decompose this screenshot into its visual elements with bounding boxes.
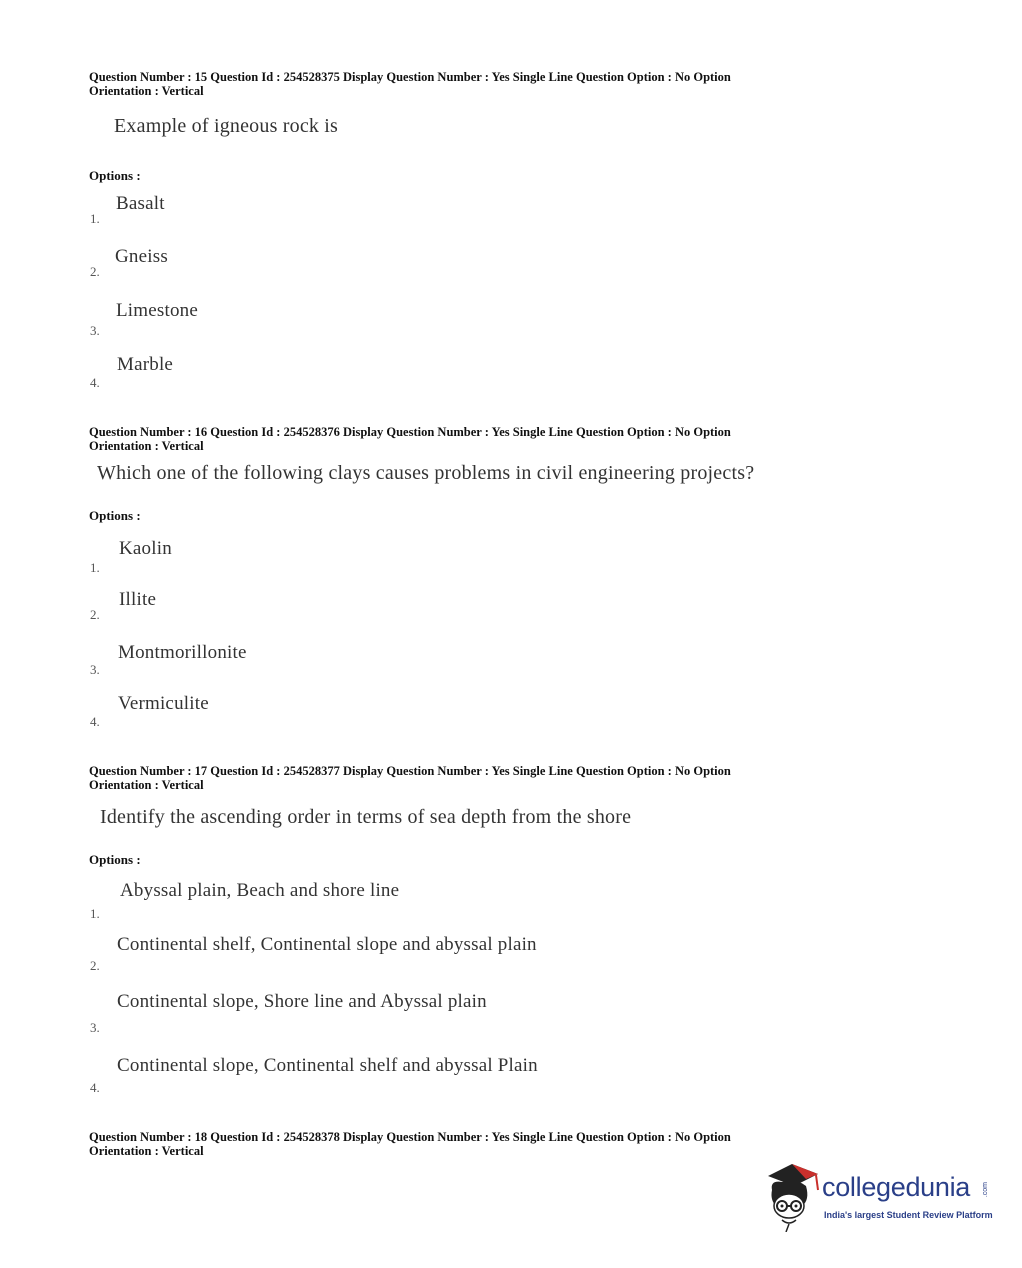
question-17-text: Identify the ascending order in terms of sea depth from the shore xyxy=(100,806,632,828)
question-meta-line: Orientation : Vertical xyxy=(89,778,204,792)
question-17-meta xyxy=(89,764,869,792)
option-text: Continental slope, Continental shelf and abyssal Plain xyxy=(117,1055,538,1076)
option-number: 2. xyxy=(90,958,100,973)
options-label: Options : xyxy=(89,852,141,867)
option-number: 4. xyxy=(90,375,100,390)
question-meta-line: Orientation : Vertical xyxy=(89,1144,204,1158)
question-15-text: Example of igneous rock is xyxy=(114,115,339,137)
option-text: Vermiculite xyxy=(118,693,209,714)
option-number: 4. xyxy=(90,714,100,729)
question-15-meta xyxy=(89,70,869,98)
question-meta-line: Question Number : 15 Question Id : 254528375 Display Question Number : Yes Single Line Question Option : No Option xyxy=(89,70,731,84)
option-text: Montmorillonite xyxy=(118,642,247,663)
option-text: Basalt xyxy=(116,193,165,214)
logo-wordmark: collegedunia xyxy=(822,1172,971,1202)
question-18-meta xyxy=(89,1130,869,1158)
option-number: 4. xyxy=(90,1080,100,1095)
option-text: Kaolin xyxy=(119,538,172,559)
collegedunia-logo[interactable] xyxy=(762,1160,992,1232)
question-meta-line: Question Number : 18 Question Id : 254528378 Display Question Number : Yes Single Line Question Option : No Option xyxy=(89,1130,731,1144)
option-text: Illite xyxy=(119,589,157,610)
option-text: Abyssal plain, Beach and shore line xyxy=(120,880,400,901)
option-number: 1. xyxy=(90,211,100,226)
question-16-meta xyxy=(89,425,869,453)
option-number: 1. xyxy=(90,560,100,575)
options-label: Options : xyxy=(89,168,141,183)
question-meta-line: Orientation : Vertical xyxy=(89,84,204,98)
option-number: 2. xyxy=(90,607,100,622)
question-meta-line: Orientation : Vertical xyxy=(89,439,204,453)
option-text: Marble xyxy=(117,354,174,375)
option-text: Continental shelf, Continental slope and abyssal plain xyxy=(117,934,537,955)
option-text: Continental slope, Shore line and Abyssal plain xyxy=(117,991,487,1012)
option-number: 3. xyxy=(90,1020,100,1035)
option-text: Limestone xyxy=(116,300,199,321)
mascot-icon xyxy=(762,1160,824,1232)
question-meta-line: Question Number : 16 Question Id : 254528376 Display Question Number : Yes Single Line Question Option : No Option xyxy=(89,425,731,439)
logo-tagline: India's largest Student Review Platform xyxy=(824,1210,993,1220)
logo-suffix: .com xyxy=(982,1182,989,1198)
options-label: Options : xyxy=(89,508,141,523)
option-number: 2. xyxy=(90,264,100,279)
option-number: 3. xyxy=(90,662,100,677)
question-16-text: Which one of the following clays causes problems in civil engineering projects? xyxy=(97,462,755,484)
option-number: 1. xyxy=(90,906,100,921)
option-text: Gneiss xyxy=(115,246,168,267)
option-number: 3. xyxy=(90,323,100,338)
question-meta-line: Question Number : 17 Question Id : 254528377 Display Question Number : Yes Single Line Question Option : No Option xyxy=(89,764,731,778)
